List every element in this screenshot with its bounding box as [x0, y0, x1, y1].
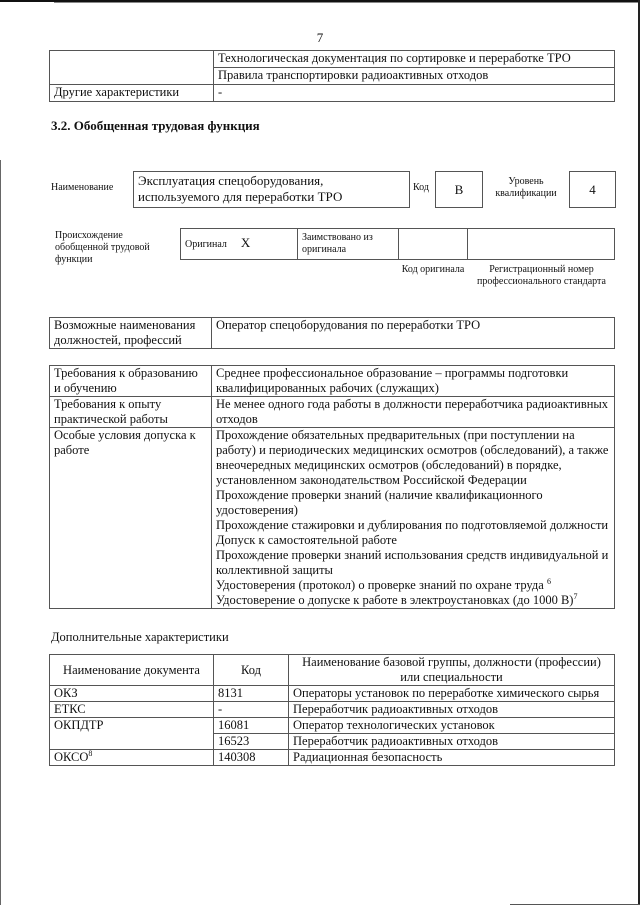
table-row: [50, 702, 615, 718]
doc-cell: [50, 734, 214, 750]
table-row: [50, 318, 615, 349]
condition-item-with-footnote: [216, 578, 610, 593]
doc-cell: ЕТКС: [50, 702, 214, 718]
table-row: [50, 734, 615, 750]
experience-value: Не менее одного года работы в должности переработчика радиоактивных отходов: [212, 397, 615, 428]
name-cell: Операторы установок по переработке химического сырья: [289, 686, 615, 702]
function-name-field: [133, 171, 410, 208]
name-cell: Переработчик радиоактивных отходов: [289, 734, 615, 750]
condition-text: Удостоверение о допуске к работе в электроустановках (до 1000 В): [216, 593, 574, 607]
name-cell: Переработчик радиоактивных отходов: [289, 702, 615, 718]
original-mark: X: [240, 235, 251, 250]
doc-cell: [50, 750, 214, 766]
code-cell: -: [214, 702, 289, 718]
doc-cell: ОКЗ: [50, 686, 214, 702]
table-cell-label: Другие характеристики: [50, 85, 214, 102]
table-row: [50, 718, 615, 734]
table-cell: Правила транспортировки радиоактивных отходов: [214, 68, 615, 85]
section-title: 3.2. Обобщенная трудовая функция: [51, 118, 260, 133]
table-row: [50, 397, 615, 428]
code-caption: Код оригинала: [401, 264, 465, 275]
reg-number-cell: [468, 229, 615, 260]
code-cell: 8131: [214, 686, 289, 702]
table-row: [50, 51, 615, 68]
reg-caption: Регистрационный номер профессионального стандарта: [477, 264, 606, 287]
scan-border-top-gray: [54, 2, 640, 3]
original-cell: [181, 229, 298, 260]
name-cell: Радиационная безопасность: [289, 750, 615, 766]
function-name-line2: используемого для переработки ТРО: [138, 189, 343, 204]
function-name-line1: Эксплуатация спецоборудования,: [138, 173, 324, 188]
footnote-marker: 7: [573, 591, 578, 601]
condition-item: Прохождение обязательных предварительных (при поступлении на работу) и периодических медицинских осмотров (обследований), а также внеочередных медицинских осмотров (обследований) в порядке, установленном законодательством Российской Федерации: [216, 428, 609, 487]
level-label-line1: Уровень: [508, 176, 544, 187]
column-header: Наименование документа: [50, 655, 214, 686]
conditions-value: [212, 428, 615, 609]
name-cell: Оператор технологических установок: [289, 718, 615, 734]
table-cell: Технологическая документация по сортировке и переработке ТРО: [214, 51, 615, 68]
code-label: Код: [413, 182, 429, 193]
borrowed-cell: Заимствовано из оригинала: [298, 229, 399, 260]
positions-value: Оператор спецоборудования по переработки ТРО: [212, 318, 615, 349]
table-row: [50, 428, 615, 609]
footnote-marker: 6: [546, 576, 551, 586]
doc-text: ОКСО: [54, 750, 89, 764]
top-continuation-table: [49, 50, 615, 102]
table-cell-empty: [50, 51, 214, 85]
column-header: Код: [214, 655, 289, 686]
conditions-label: Особые условия допуска к работе: [50, 428, 212, 609]
condition-item: Прохождение проверки знаний (наличие квалификационного удостоверения): [216, 488, 543, 517]
doc-cell: ОКПДТР: [50, 718, 214, 734]
original-code-cell: [399, 229, 468, 260]
table-row: [50, 85, 615, 102]
condition-item-with-footnote: [216, 593, 610, 608]
condition-text: Удостоверения (протокол) о проверке знаний по охране труда: [216, 578, 547, 592]
table-row: [50, 750, 615, 766]
table-cell: -: [214, 85, 615, 102]
table-header-row: [50, 655, 615, 686]
table-row: [50, 366, 615, 397]
level-label-line2: квалификации: [495, 188, 557, 199]
education-label: Требования к образованию и обучению: [50, 366, 212, 397]
condition-item: Прохождение проверки знаний использования средств индивидуальной и коллективной защиты: [216, 548, 609, 577]
column-header: Наименование базовой группы, должности (профессии) или специальности: [289, 655, 615, 686]
table-row: [181, 229, 615, 260]
requirements-table: [49, 365, 615, 609]
condition-item: Прохождение стажировки и дублирования по подготовляемой должности: [216, 518, 609, 532]
additional-title: Дополнительные характеристики: [51, 630, 229, 644]
code-value: B: [435, 171, 483, 208]
code-cell: 16081: [214, 718, 289, 734]
positions-table: [49, 317, 615, 349]
level-value: 4: [569, 171, 616, 208]
code-cell: 140308: [214, 750, 289, 766]
experience-label: Требования к опыту практической работы: [50, 397, 212, 428]
scan-border-left: [0, 160, 1, 905]
footnote-marker: 8: [88, 748, 93, 758]
education-value: Среднее профессиональное образование – программы подготовки квалифицированных рабочих (служащих): [212, 366, 615, 397]
additional-table: [49, 654, 615, 766]
name-label: Наименование: [51, 182, 114, 193]
original-label: Оригинал: [185, 239, 227, 250]
origin-label: Происхождение обобщенной трудовой функции: [55, 230, 150, 265]
table-row: [50, 686, 615, 702]
page-number: 7: [316, 30, 324, 45]
code-cell: 16523: [214, 734, 289, 750]
condition-item: Допуск к самостоятельной работе: [216, 533, 397, 547]
origin-table: [180, 228, 615, 260]
positions-label: Возможные наименования должностей, профессий: [50, 318, 212, 349]
level-label: [484, 176, 568, 200]
